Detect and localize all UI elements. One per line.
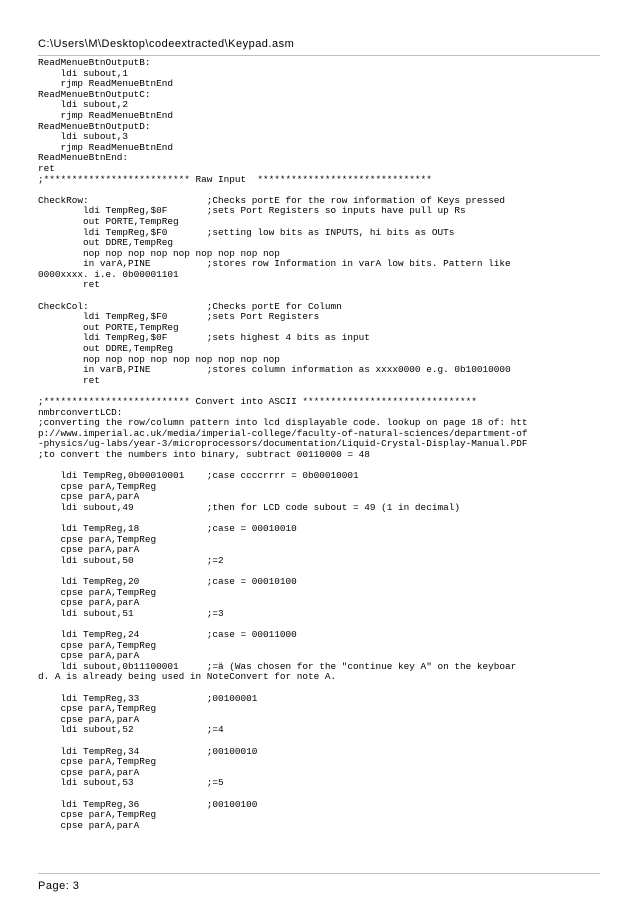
code-line (38, 736, 602, 747)
code-line: ;************************** Convert into ASCII ******************************* (38, 396, 477, 407)
code-line: ret (38, 374, 100, 386)
code-line: in varB,PINE ;stores column information as xxxx0000 e.g. 0b10010000 (38, 364, 511, 376)
code-line: ReadMenueBtnOutputB: (38, 58, 151, 68)
code-line: rjmp ReadMenueBtnEnd (38, 78, 174, 90)
code-line: ;to convert the numbers into binary, subtract 00110000 = 48 (38, 448, 370, 460)
file-path-header: C:\Users\M\Desktop\codeextracted\Keypad.asm (38, 38, 295, 50)
code-line: cpse parA,TempReg (38, 480, 157, 492)
code-line: ret (38, 162, 55, 174)
code-line: 0000xxxx. i.e. 0b00001101 (38, 268, 179, 280)
code-line: cpse parA,TempReg (38, 809, 157, 821)
code-line: in varA,PINE ;stores row Information in varA low bits. Pattern like (38, 258, 511, 270)
page-number: Page: 3 (38, 880, 80, 892)
code-line: ;************************** Raw Input ******************************* (38, 173, 432, 185)
code-line: out PORTE,TempReg (38, 321, 179, 333)
code-line: ldi subout,2 (38, 99, 129, 111)
code-line: ldi subout,53 ;=5 (38, 777, 224, 789)
code-line: ReadMenueBtnOutputC: (38, 88, 151, 100)
code-line: ret (38, 279, 100, 291)
code-line: cpse parA,TempReg (38, 756, 157, 768)
code-line: out PORTE,TempReg (38, 215, 179, 227)
code-line: ldi subout,52 ;=4 (38, 724, 224, 736)
code-line: ldi subout,50 ;=2 (38, 554, 224, 566)
code-line: ldi subout,0b11100001 ;=ä (Was chosen for the "continue key A" on the keyboar (38, 660, 517, 672)
code-line: ldi subout,1 (38, 67, 129, 79)
code-line: d. A is already being used in NoteConvert for note A. (38, 671, 337, 683)
code-line: cpse parA,parA (38, 491, 140, 503)
code-line: cpse parA,parA (38, 597, 140, 609)
code-line: ldi TempReg,$0F ;sets Port Registers so inputs have pull up Rs (38, 205, 466, 217)
code-line: cpse parA,TempReg (38, 586, 157, 598)
code-line: cpse parA,parA (38, 819, 140, 831)
code-line: nop nop nop nop nop nop nop nop nop (38, 247, 280, 259)
code-line: cpse parA,parA (38, 650, 140, 662)
code-line: ldi subout,49 ;then for LCD code subout = 49 (1 in decimal) (38, 501, 460, 513)
code-line: ldi TempReg,24 ;case = 00011000 (38, 629, 297, 641)
code-line: nmbrconvertLCD: (38, 406, 123, 418)
code-line: cpse parA,parA (38, 766, 140, 778)
code-line: cpse parA,parA (38, 544, 140, 556)
code-line: ldi TempReg,0b00010001 ;case ccccrrrr = 0b00010001 (38, 470, 359, 482)
code-line: out DDRE,TempReg (38, 343, 174, 355)
code-line: out DDRE,TempReg (38, 237, 174, 249)
code-line: ldi TempReg,18 ;case = 00010010 (38, 523, 297, 535)
code-line: ldi subout,51 ;=3 (38, 607, 224, 619)
code-line: ;converting the row/column pattern into lcd displayable code. lookup on page 18 of: htt (38, 417, 528, 429)
code-line: ldi TempReg,34 ;00100010 (38, 745, 258, 757)
code-line: CheckCol: ;Checks portE for Column (38, 300, 342, 312)
code-line: ldi TempReg,$F0 ;setting low bits as INPUTS, hi bits as OUTs (38, 226, 455, 238)
code-line: ldi TempReg,20 ;case = 00010100 (38, 576, 297, 588)
code-line: cpse parA,TempReg (38, 533, 157, 545)
code-line: ldi TempReg,33 ;00100001 (38, 692, 258, 704)
code-line: cpse parA,TempReg (38, 639, 157, 651)
code-listing (38, 58, 602, 831)
code-line: ldi TempReg,36 ;00100100 (38, 798, 258, 810)
code-line: ReadMenueBtnEnd: (38, 152, 129, 164)
code-line: ldi TempReg,$F0 ;sets Port Registers (38, 311, 320, 323)
code-line: p://www.imperial.ac.uk/media/imperial-college/faculty-of-natural-sciences/department-of (38, 427, 528, 439)
code-line: ldi TempReg,$0F ;sets highest 4 bits as input (38, 332, 370, 344)
code-line: rjmp ReadMenueBtnEnd (38, 141, 174, 153)
code-line: ReadMenueBtnOutputD: (38, 120, 151, 132)
code-line: cpse parA,parA (38, 713, 140, 725)
code-line: rjmp ReadMenueBtnEnd (38, 109, 174, 121)
code-line (38, 789, 602, 800)
footer-divider (38, 873, 600, 874)
code-line: CheckRow: ;Checks portE for the row information of Keys pressed (38, 194, 505, 206)
code-line: cpse parA,TempReg (38, 703, 157, 715)
code-line: ldi subout,3 (38, 131, 129, 143)
header-divider (38, 55, 600, 56)
code-line: -physics/ug-labs/year-3/microprocessors/documentation/Liquid-Crystal-Display-Manual.PDF (38, 438, 528, 450)
code-line: nop nop nop nop nop nop nop nop nop (38, 353, 280, 365)
